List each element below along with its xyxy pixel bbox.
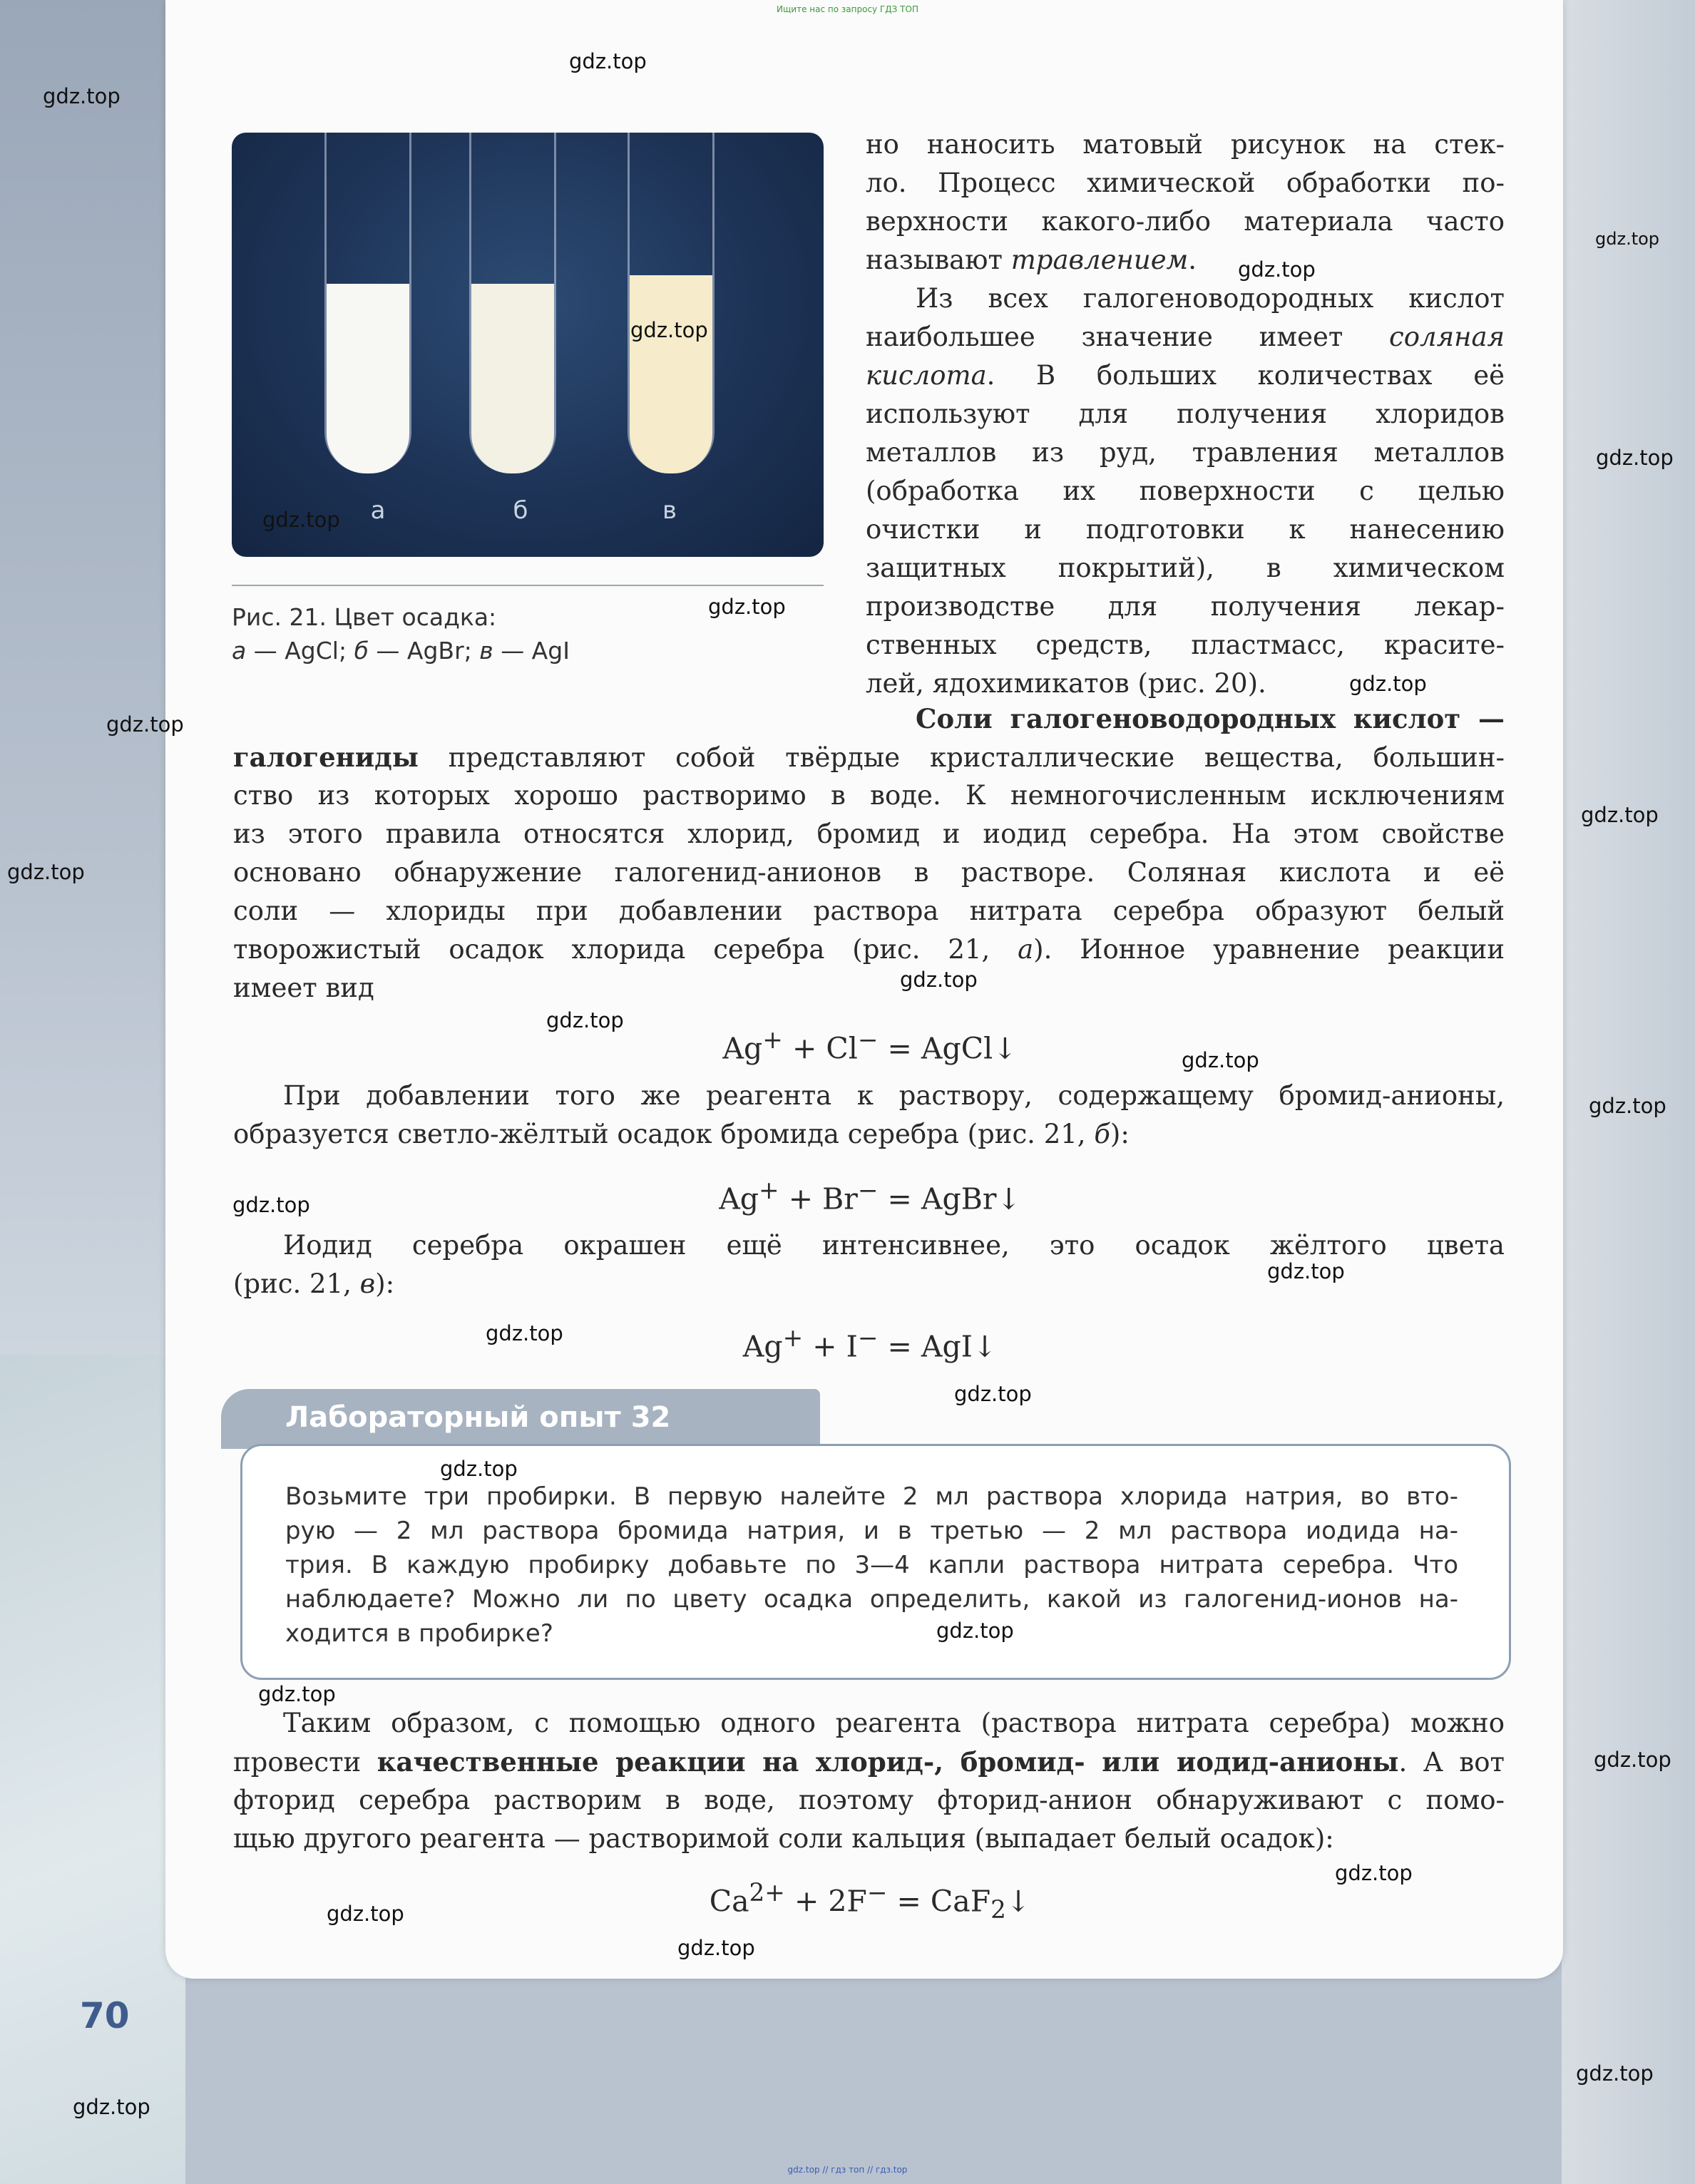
text-line: верхности какого-либо материала часто: [866, 206, 1505, 237]
page-number: 70: [80, 1995, 130, 2036]
watermark: gdz.top: [1594, 1748, 1671, 1772]
text-line: ственных средств, пластмасс, красите-: [866, 630, 1505, 660]
text-line: из этого правила относятся хлорид, бромид и иодид серебра. На этом свойстве: [233, 819, 1505, 849]
watermark: gdz.top: [232, 1193, 310, 1217]
watermark: gdz.top: [258, 1682, 336, 1706]
text-line: но наносить матовый рисунок на стек-: [866, 129, 1505, 160]
lab-text-line: ходится в пробирке?: [285, 1619, 553, 1648]
caption-legend: а — AgCl; б — AgBr; в — AgI: [232, 637, 570, 665]
equation-caf2: $Ca^{2+} + 2F^-$ = CaF$_2$↓: [709, 1879, 1031, 1924]
background-right: [1562, 0, 1695, 2184]
equation-agbr: Ag+ + Br− = AgBr↓: [719, 1176, 1021, 1216]
lab-text-line: рую — 2 мл раствора бромида натрия, и в третью — 2 мл раствора иодида на-: [285, 1517, 1458, 1545]
text-line: имеет вид: [233, 973, 374, 1003]
text-line: Иодид серебра окрашен ещё интенсивнее, это осадок жёлтого цвета: [283, 1230, 1505, 1261]
text-line: производстве для получения лекар-: [866, 591, 1505, 622]
tube-label-a: а: [370, 496, 386, 525]
text-line: защитных покрытий), в химическом: [866, 553, 1505, 583]
tube-label-c: в: [662, 496, 677, 525]
text-line: называют травлением.: [866, 245, 1197, 275]
text-line: кислота. В больших количествах её: [866, 360, 1505, 391]
precipitate-agcl: [327, 284, 409, 473]
test-tube-b: [469, 133, 556, 473]
watermark: gdz.top: [936, 1619, 1014, 1643]
watermark: gdz.top: [954, 1382, 1032, 1406]
watermark: gdz.top: [1238, 257, 1316, 282]
watermark: gdz.top: [1596, 446, 1674, 470]
watermark: gdz.top: [440, 1457, 518, 1481]
watermark: gdz.top: [1595, 229, 1660, 249]
watermark: gdz.top: [1589, 1094, 1666, 1118]
text-line: Таким образом, с помощью одного реагента (раствора нитрата серебра) можно: [283, 1708, 1505, 1738]
figure-21-photo: [232, 133, 824, 557]
text-line: (обработка их поверхности с целью: [866, 476, 1505, 506]
text-line: основано обнаружение галогенид-анионов в растворе. Соляная кислота и её: [233, 857, 1505, 888]
tube-label-b: б: [513, 496, 528, 525]
watermark: gdz.top: [1182, 1048, 1259, 1072]
text-line: металлов из руд, травления металлов: [866, 437, 1505, 468]
watermark: gdz.top: [677, 1936, 755, 1960]
text-line: При добавлении того же реагента к раствору, содержащему бромид-анионы,: [283, 1080, 1505, 1111]
watermark: gdz.top: [1576, 2061, 1654, 2086]
text-line: галогениды представляют собой твёрдые кристаллические вещества, большин-: [233, 742, 1505, 773]
text-line: щью другого реагента — растворимой соли кальция (выпадает белый осадок):: [233, 1823, 1334, 1854]
text-line: Из всех галогеноводородных кислот: [916, 283, 1505, 314]
watermark: gdz.top: [1581, 803, 1659, 827]
equation-agcl: Ag+ + Cl− = AgCl↓: [722, 1026, 1018, 1066]
text-line: Соли галогеноводородных кислот —: [916, 703, 1505, 734]
text-line: ло. Процесс химической обработки по-: [866, 168, 1505, 198]
text-line: (рис. 21, в):: [233, 1268, 395, 1299]
watermark: gdz.top: [900, 968, 978, 992]
watermark: gdz.top: [7, 860, 85, 884]
background-left-lower: [0, 1355, 185, 2184]
caption-divider: [232, 585, 824, 586]
watermark: gdz.top: [546, 1008, 624, 1032]
footer-note: gdz.top // гдз топ // гдз.top: [787, 2165, 908, 2175]
lab-title: Лабораторный опыт 32: [285, 1401, 671, 1434]
watermark: gdz.top: [327, 1902, 404, 1926]
watermark: gdz.top: [262, 508, 340, 532]
watermark: gdz.top: [43, 84, 121, 108]
text-line: ство из которых хорошо растворимо в воде. К немногочисленным исключениям: [233, 780, 1505, 811]
equation-agi: Ag+ + I− = AgI↓: [742, 1324, 998, 1364]
watermark: gdz.top: [1335, 1861, 1413, 1885]
test-tube-a: [324, 133, 411, 473]
watermark: gdz.top: [1267, 1259, 1345, 1283]
lab-text-line: трия. В каждую пробирку добавьте по 3—4 капли раствора нитрата серебра. Что: [285, 1551, 1458, 1579]
watermark: gdz.top: [708, 595, 786, 619]
test-tube-c: [628, 133, 715, 473]
text-line: фторид серебра растворим в воде, поэтому фторид-анион обнаруживают с помо-: [233, 1785, 1505, 1815]
text-line: очистки и подготовки к нанесению: [866, 514, 1505, 545]
watermark: gdz.top: [630, 318, 708, 342]
text-line: творожистый осадок хлорида серебра (рис. 21, а). Ионное уравнение реакции: [233, 934, 1505, 965]
lab-text-line: наблюдаете? Можно ли по цвету осадка определить, какой из галогенид-ионов на-: [285, 1585, 1458, 1614]
lab-text-line: Возьмите три пробирки. В первую налейте 2 мл раствора хлорида натрия, во вто-: [285, 1482, 1458, 1511]
text-line: лей, ядохимикатов (рис. 20).: [866, 668, 1266, 699]
text-line: образуется светло-жёлтый осадок бромида серебра (рис. 21, б):: [233, 1119, 1130, 1149]
watermark: gdz.top: [1349, 672, 1427, 696]
precipitate-agbr: [471, 284, 554, 473]
watermark: gdz.top: [486, 1321, 563, 1345]
caption-title: Рис. 21. Цвет осадка:: [232, 603, 497, 631]
text-line: соли — хлориды при добавлении раствора нитрата серебра образуют белый: [233, 896, 1505, 926]
header-note: Ищите нас по запросу ГДЗ ТОП: [777, 4, 918, 14]
watermark: gdz.top: [73, 2095, 150, 2119]
watermark: gdz.top: [569, 49, 647, 73]
precipitate-agi: [630, 275, 712, 473]
watermark: gdz.top: [106, 712, 184, 737]
text-line: провести качественные реакции на хлорид-, бромид- или иодид-анионы. А вот: [233, 1746, 1505, 1778]
text-line: используют для получения хлоридов: [866, 399, 1505, 429]
text-line: наибольшее значение имеет соляная: [866, 322, 1505, 352]
